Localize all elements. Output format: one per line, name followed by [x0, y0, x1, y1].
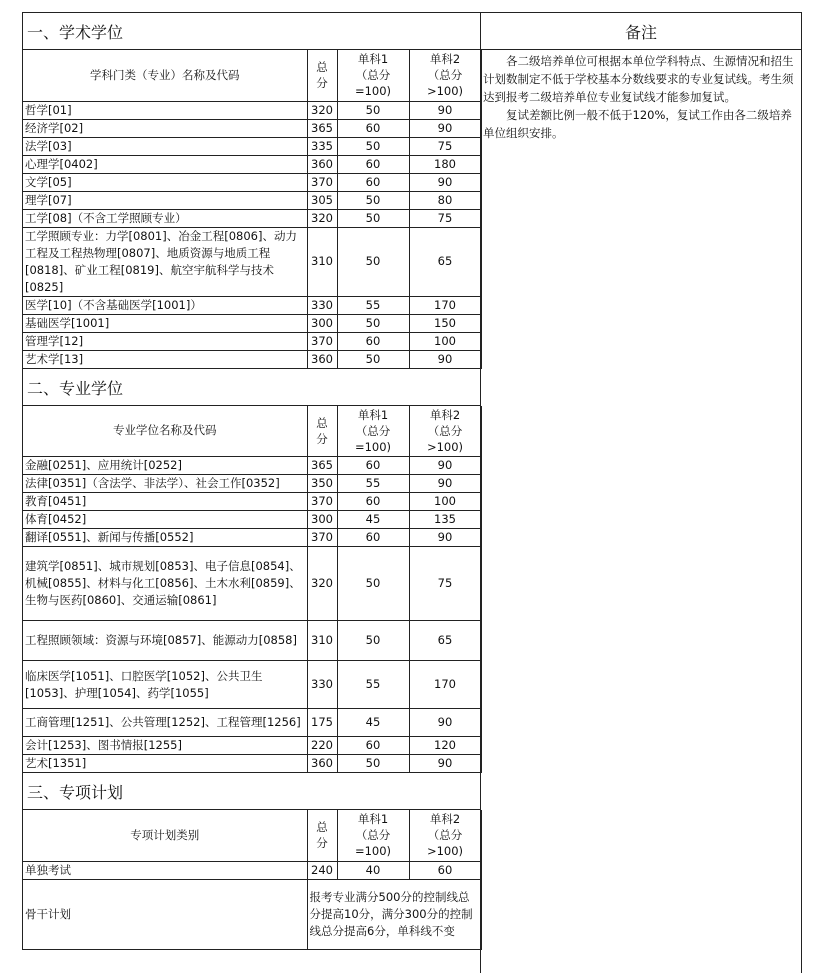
table-row: 工学[08]（不含工学照顾专业） 320 50 75 [23, 209, 481, 227]
header-category: 专业学位名称及代码 [23, 406, 307, 457]
table-row: 哲学[01] 320 50 90 [23, 101, 481, 119]
table-row: 文学[05] 370 60 90 [23, 173, 481, 191]
table-row: 基础医学[1001] 300 50 150 [23, 314, 481, 332]
section-title-special: 三、专项计划 [23, 773, 481, 810]
table-row: 骨干计划 报考专业满分500分的控制线总分提高10分，满分300分的控制线总分提高6分，单科线不变 [23, 879, 481, 949]
score-tables [22, 12, 481, 950]
section-title-academic: 一、学术学位 [23, 13, 481, 50]
table-row: 艺术学[13] 360 50 90 [23, 350, 481, 368]
header-single2: 单科2 （总分 >100) [409, 810, 481, 861]
header-single1: 单科1 （总分 =100) [337, 810, 409, 861]
score-line-document [22, 12, 801, 972]
remarks-panel [480, 12, 802, 973]
section-title-professional: 二、专业学位 [23, 369, 481, 406]
remarks-body [481, 50, 801, 142]
remark-paragraph: 各二级培养单位可根据本单位学科特点、生源情况和招生计划数制定不低于学校基本分数线要求的专业复试线。考生须达到报考二级培养单位专业复试线才能参加复试。 [483, 54, 794, 104]
table-row: 金融[0251]、应用统计[0252] 365 60 90 [23, 457, 481, 475]
table-row: 经济学[02] 365 60 90 [23, 119, 481, 137]
table-row: 工学照顾专业：力学[0801]、冶金工程[0806]、动力工程及工程热物理[0807]、地质资源与地质工程[0818]、矿业工程[0819]、航空宇航科学与技术[0825] 310 50 65 [23, 227, 481, 296]
table-row: 医学[10]（不含基础医学[1001]） 330 55 170 [23, 296, 481, 314]
table-row: 建筑学[0851]、城市规划[0853]、电子信息[0854]、机械[0855]、材料与化工[0856]、土木水利[0859]、生物与医药[0860]、交通运输[0861] 320 50 75 [23, 547, 481, 621]
table-row: 理学[07] 305 50 80 [23, 191, 481, 209]
table-header-row [23, 50, 481, 101]
table-row: 工商管理[1251]、公共管理[1252]、工程管理[1256] 175 45 90 [23, 709, 481, 737]
table-row: 法律[0351]（含法学、非法学）、社会工作[0352] 350 55 90 [23, 475, 481, 493]
remarks-title: 备注 [481, 13, 801, 50]
table-row: 翻译[0551]、新闻与传播[0552] 370 60 90 [23, 529, 481, 547]
table-row: 教育[0451] 370 60 100 [23, 493, 481, 511]
special-plan-table [23, 810, 482, 950]
header-category: 专项计划类别 [23, 810, 307, 861]
table-row: 体育[0452] 300 45 135 [23, 511, 481, 529]
table-row: 管理学[12] 370 60 100 [23, 332, 481, 350]
table-row: 艺术[1351] 360 50 90 [23, 755, 481, 773]
table-row: 会计[1253]、图书情报[1255] 220 60 120 [23, 737, 481, 755]
professional-degree-table [23, 406, 482, 774]
header-single1: 单科1 （总分 =100) [337, 50, 409, 101]
table-row: 临床医学[1051]、口腔医学[1052]、公共卫生[1053]、护理[1054]、药学[1055] 330 55 170 [23, 661, 481, 709]
plan-note: 报考专业满分500分的控制线总分提高10分，满分300分的控制线总分提高6分，单科线不变 [307, 879, 481, 949]
table-row: 单独考试 240 40 60 [23, 861, 481, 879]
table-row: 工程照顾领域：资源与环境[0857]、能源动力[0858] 310 50 65 [23, 621, 481, 661]
table-row: 心理学[0402] 360 60 180 [23, 155, 481, 173]
header-single1: 单科1 （总分 =100) [337, 406, 409, 457]
header-single2: 单科2 （总分 >100) [409, 406, 481, 457]
table-row: 法学[03] 335 50 75 [23, 137, 481, 155]
header-category: 学科门类（专业）名称及代码 [23, 50, 307, 101]
header-total: 总 分 [307, 406, 337, 457]
header-single2: 单科2 （总分 >100) [409, 50, 481, 101]
academic-degree-table [23, 50, 482, 369]
table-header-row [23, 810, 481, 861]
remark-paragraph: 复试差额比例一般不低于120%，复试工作由各二级培养单位组织安排。 [483, 108, 792, 140]
table-header-row [23, 406, 481, 457]
header-total: 总 分 [307, 810, 337, 861]
header-total: 总 分 [307, 50, 337, 101]
